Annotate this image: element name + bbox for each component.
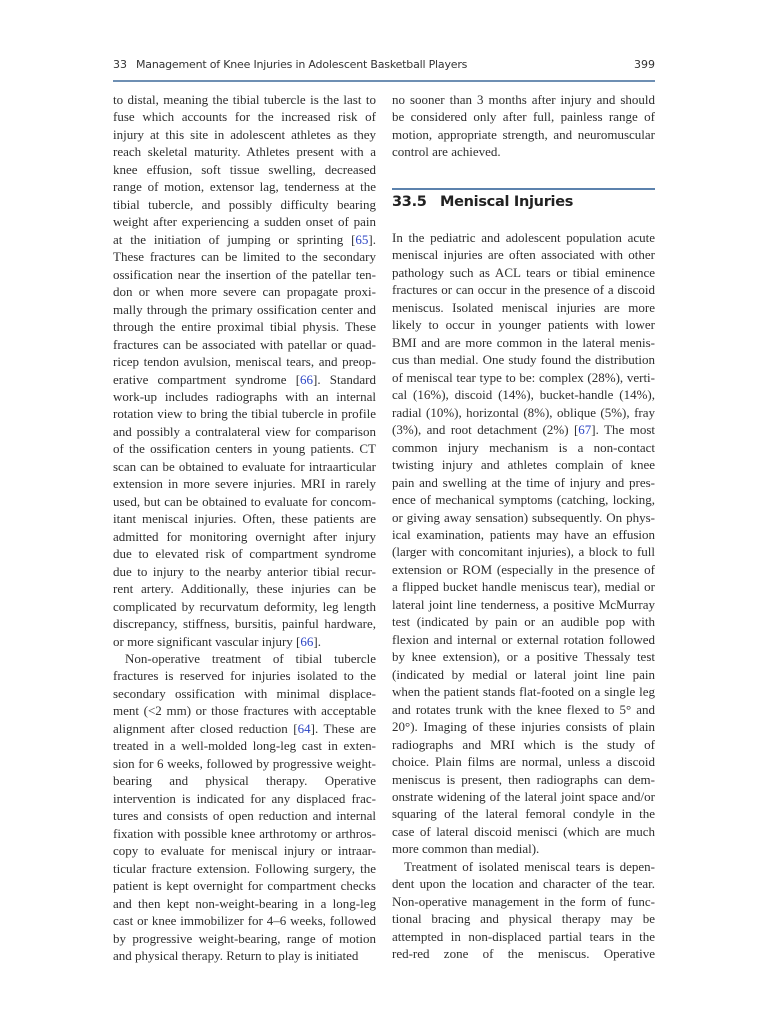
text-line: and possibly a contralateral view for comparison <box>113 423 376 439</box>
text-line: cus than medial. One study found the distribution <box>392 352 655 368</box>
text-line: radial (10%), horizontal (8%), oblique (5%), fray <box>392 404 655 420</box>
text-line: fractures is reserved for injuries isolated to the <box>113 668 376 684</box>
text-line: radiographs and MRI which is the study of <box>392 736 655 752</box>
text-line: scan can be obtained to evaluate for intraarticular <box>113 458 376 474</box>
text-line: lateral joint line tenderness, a positive McMurray <box>392 596 655 612</box>
text-line: and then kept non-weight-bearing in a long-leg <box>113 895 376 911</box>
text-line: erative compartment syndrome [66]. Standard <box>113 371 376 387</box>
text-line: reach skeletal maturity. Athletes present with a <box>113 144 376 160</box>
text-line: Non-operative treatment of tibial tubercle <box>125 651 376 666</box>
text-line: complicated by recurvatum deformity, leg length <box>113 598 376 614</box>
text-line: bearing and physical therapy. Operative <box>113 773 376 789</box>
text-line: ricep tendon avulsion, meniscal tears, and preop- <box>113 354 376 370</box>
text-line: twisting injury and athletes complain of knee <box>392 457 655 473</box>
text-line: ence of mechanical symptoms (catching, locking, <box>392 492 655 508</box>
text-line: ossification near the insertion of the patellar ten- <box>113 266 376 282</box>
text-line: attempted in non-displaced partial tears in the <box>392 928 655 944</box>
text-line: BMI and are more common in the lateral menis- <box>392 334 655 350</box>
text-line: of meniscal tear type to be: complex (28%), verti- <box>392 369 655 385</box>
text-line: through the entire proximal tibial physis. These <box>113 319 376 335</box>
text-line: fixation with possible knee arthrotomy or arthros- <box>113 825 376 841</box>
text-line: at the initiation of jumping or sprinting [65]. <box>113 231 376 247</box>
text-line: and physical therapy. Return to play is initiated <box>113 947 359 963</box>
text-line: red-red zone of the meniscus. Operative <box>392 946 655 962</box>
text-line: fractures can be associated with patellar or quad- <box>113 336 376 352</box>
text-line: itant meniscal injuries. Often, these patients are <box>113 511 376 527</box>
section-heading <box>392 194 573 210</box>
text-line: test (indicated by pain or an audible pop with <box>392 614 655 630</box>
text-line: Non-operative management in the form of func- <box>392 893 655 909</box>
text-line: motion, appropriate strength, and neuromuscular <box>392 126 655 142</box>
text-line: common injury mechanism is a non-contact <box>392 439 655 455</box>
text-line: due to injury to the nearby anterior tibial recur- <box>113 563 376 579</box>
text-line: no sooner than 3 months after injury and should <box>392 92 655 107</box>
citation-link[interactable]: 67 <box>578 422 592 438</box>
text-line: pain and swelling at the time of injury and pres- <box>392 474 655 490</box>
text-line: range of motion, extensor lag, tenderness at the <box>113 179 376 195</box>
text-line: fuse which accounts for the increased risk of <box>113 109 376 125</box>
text-line: knee effusion, soft tissue swelling, decreased <box>113 161 376 177</box>
right-column-body <box>392 229 655 963</box>
text-line: or giving away sensation) subsequently. On phys- <box>392 509 655 525</box>
text-line: to distal, meaning the tibial tubercle is the last to <box>113 92 376 107</box>
text-line: patient is kept overnight for compartment checks <box>113 878 376 894</box>
text-line: rent artery. Additionally, these injuries can be <box>113 581 376 597</box>
text-line: of the ossification centers in young patients. CT <box>113 441 376 457</box>
text-line: meniscal injuries are often associated with other <box>392 247 655 263</box>
running-head <box>113 56 655 74</box>
text-line: alignment after closed reduction [64]. These are <box>113 720 376 736</box>
citation-link[interactable]: 64 <box>297 720 311 736</box>
text-line: be considered only after full, painless range of <box>392 109 655 125</box>
text-line: sion for 6 weeks, followed by progressive weight- <box>113 755 376 771</box>
text-line: ment (<2 mm) or those fractures with acceptable <box>113 703 376 719</box>
text-line: when the patient stands flat-footed on a single leg <box>392 684 655 700</box>
text-line: rotation view to bring the tibial tubercle in profile <box>113 406 376 422</box>
text-line: tures and consists of open reduction and internal <box>113 808 376 824</box>
text-line: treated in a well-molded long-leg cast in exten- <box>113 738 376 754</box>
text-line: onstrate widening of the lateral joint space and/or <box>392 789 655 804</box>
text-line: pathology such as ACL tears or tibial eminence <box>392 264 655 280</box>
page-number: 399 <box>634 58 655 71</box>
text-line: meniscus is present, then radiographs can dem- <box>392 771 655 787</box>
text-line: flexion and internal or external rotation followed <box>392 631 655 647</box>
text-line: These fractures can be limited to the secondary <box>113 249 376 265</box>
section-title: Meniscal Injuries <box>440 194 574 210</box>
chapter-number: 33 <box>113 58 127 71</box>
text-line: a flipped bucket handle meniscus tear), medial or <box>392 579 655 595</box>
text-line: (3%), and root detachment (2%) [67]. The most <box>392 422 655 438</box>
chapter-title: Management of Knee Injuries in Adolescent Basketball Players <box>136 58 468 71</box>
text-line: cal (16%), discoid (14%), bucket-handle (14%), <box>392 387 655 403</box>
text-line: dent upon the location and character of the tear. <box>392 876 655 892</box>
citation-link[interactable]: 66 <box>300 633 314 649</box>
text-line: don or when more severe can propagate proxi- <box>113 284 376 300</box>
text-line: control are achieved. <box>392 144 501 160</box>
text-line: by progressive weight-bearing, range of motion <box>113 930 376 946</box>
text-line: meniscus. Isolated meniscal injuries are more <box>392 299 655 315</box>
text-line: Treatment of isolated meniscal tears is depen- <box>404 858 655 874</box>
text-line: likely to occur in younger patients with lower <box>392 317 655 333</box>
text-line: mally through the primary ossification center and <box>113 301 376 317</box>
text-line: more common than medial). <box>392 841 540 857</box>
section-number: 33.5 <box>392 194 427 210</box>
text-line: weight after experiencing a sudden onset of pain <box>113 214 376 230</box>
text-line: (larger with concomitant injuries), a block to full <box>392 544 655 560</box>
left-column <box>113 91 376 964</box>
right-column-top <box>392 91 655 161</box>
text-line: copy to evaluate for meniscal injury or intraar- <box>113 843 376 859</box>
text-line: work-up includes radiographs with an internal <box>113 388 376 404</box>
text-line: 20°). Imaging of these injuries consists of plain <box>392 719 655 735</box>
text-line: (indicated by medial or lateral joint line pain <box>392 666 655 682</box>
text-line: due to elevated risk of compartment syndrome <box>113 546 376 562</box>
text-line: fractures or can occur in the presence of a discoid <box>392 282 655 298</box>
citation-link[interactable]: 65 <box>355 231 369 247</box>
text-line: intervention is indicated for any displaced frac- <box>113 790 376 806</box>
text-line: ticular fracture extension. Following surgery, the <box>113 860 376 876</box>
section-rule <box>392 188 655 190</box>
text-line: ical examination, patients may have an effusion <box>392 526 655 542</box>
citation-link[interactable]: 66 <box>300 371 314 387</box>
text-line: case of lateral discoid menisci (which are much <box>392 823 655 839</box>
text-line: In the pediatric and adolescent population acute <box>392 230 655 245</box>
text-line: by knee extension), or a positive Thessaly test <box>392 649 655 665</box>
header-rule <box>113 80 655 82</box>
text-line: used, but can be obtained to evaluate for concom- <box>113 493 376 509</box>
text-line: discrepancy, stiffness, bursitis, painful hardware, <box>113 616 376 632</box>
text-line: choice. Plain films are normal, unless a discoid <box>392 754 655 770</box>
text-line: extension or ROM (especially in the presence of <box>392 561 655 577</box>
text-line: admitted for monitoring overnight after injury <box>113 528 376 544</box>
text-line: injury at this site in adolescent athletes as they <box>113 126 376 142</box>
text-line: extension in more severe injuries. MRI in rarely <box>113 476 376 492</box>
text-line: tional bracing and physical therapy may be <box>392 911 655 927</box>
text-line: secondary ossification with minimal displace- <box>113 685 376 701</box>
text-line: and rotates trunk with the knee flexed to 5° and <box>392 701 655 717</box>
text-line: squaring of the lateral femoral condyle in the <box>392 806 655 822</box>
text-line: or more significant vascular injury [66]. <box>113 633 321 649</box>
text-line: tibial tubercle, and possibly difficulty bearing <box>113 196 376 212</box>
text-line: cast or knee immobilizer for 4–6 weeks, followed <box>113 913 376 929</box>
